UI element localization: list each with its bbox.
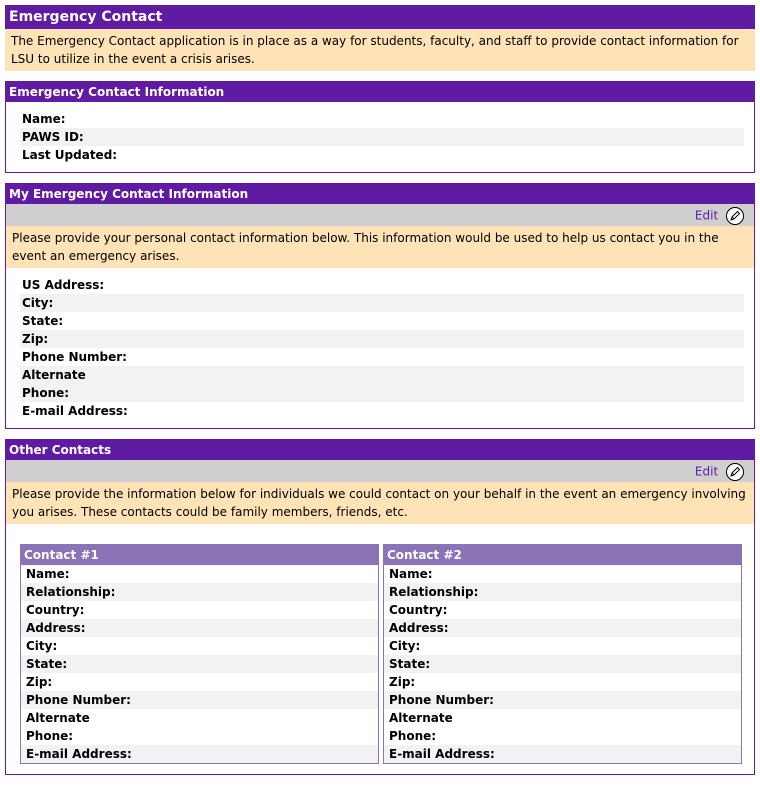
pencil-icon[interactable] (726, 463, 744, 481)
field-phone-number: Phone Number: (22, 350, 127, 364)
contact-1-card (20, 544, 379, 764)
field-city: City: (26, 639, 58, 653)
my-emergency-contact-panel (5, 183, 755, 429)
panel-heading: Emergency Contact Information (6, 82, 754, 102)
field-country: Country: (389, 603, 448, 617)
field-alternate-phone: Phone: (389, 729, 437, 743)
field-email-address: E-mail Address: (22, 404, 128, 418)
edit-bar (6, 460, 754, 482)
panel-heading: Other Contacts (6, 440, 754, 460)
field-address: Address: (21, 619, 378, 637)
field-us-address: US Address: (22, 278, 105, 292)
field-alternate-phone: Phone: (20, 384, 744, 402)
field-phone-number: Phone Number: (384, 691, 741, 709)
field-phone-number: Phone Number: (21, 691, 378, 709)
field-name: Name: (26, 567, 70, 581)
field-state: State: (22, 314, 64, 328)
field-zip: Zip: (389, 675, 416, 689)
field-state: State: (384, 655, 741, 673)
emergency-contact-info-panel (5, 81, 755, 173)
field-address: Address: (384, 619, 741, 637)
field-name: Name: (22, 112, 66, 126)
field-zip: Zip: (20, 330, 744, 348)
field-alternate: Alternate (389, 711, 453, 725)
pencil-icon[interactable] (726, 207, 744, 225)
contact-heading: Contact #1 (21, 545, 378, 565)
field-alternate-phone: Phone: (26, 729, 74, 743)
field-city: City: (389, 639, 421, 653)
other-contacts-panel (5, 439, 755, 775)
contact-heading: Contact #2 (384, 545, 741, 565)
field-relationship: Relationship: (21, 583, 378, 601)
field-zip: Zip: (26, 675, 53, 689)
field-city: City: (20, 294, 744, 312)
panel-heading: My Emergency Contact Information (6, 184, 754, 204)
intro-text: The Emergency Contact application is in place as a way for students, faculty, and staff to provide contact information for LSU to utilize in the event a crisis arises. (5, 29, 755, 71)
field-alternate: Alternate (20, 366, 744, 384)
field-email-address: E-mail Address: (21, 745, 378, 763)
edit-link[interactable]: Edit (694, 208, 719, 223)
edit-link[interactable]: Edit (694, 464, 719, 479)
page-title: Emergency Contact (5, 5, 755, 29)
field-paws-id: PAWS ID: (20, 128, 744, 146)
emergency-contact-page (5, 5, 755, 775)
field-relationship: Relationship: (384, 583, 741, 601)
personal-info-note: Please provide your personal contact information below. This information would be used to help us contact you in the event an emergency arises. (6, 226, 754, 268)
field-email-address: E-mail Address: (384, 745, 741, 763)
field-alternate: Alternate (26, 711, 90, 725)
edit-bar (6, 204, 754, 226)
field-state: State: (21, 655, 378, 673)
contact-2-card (383, 544, 742, 764)
field-country: Country: (26, 603, 85, 617)
field-name: Name: (389, 567, 433, 581)
field-last-updated: Last Updated: (22, 148, 118, 162)
other-contacts-note: Please provide the information below for individuals we could contact on your behalf in the event an emergency involving you arises. These contacts could be family members, friends, etc. (6, 482, 754, 524)
